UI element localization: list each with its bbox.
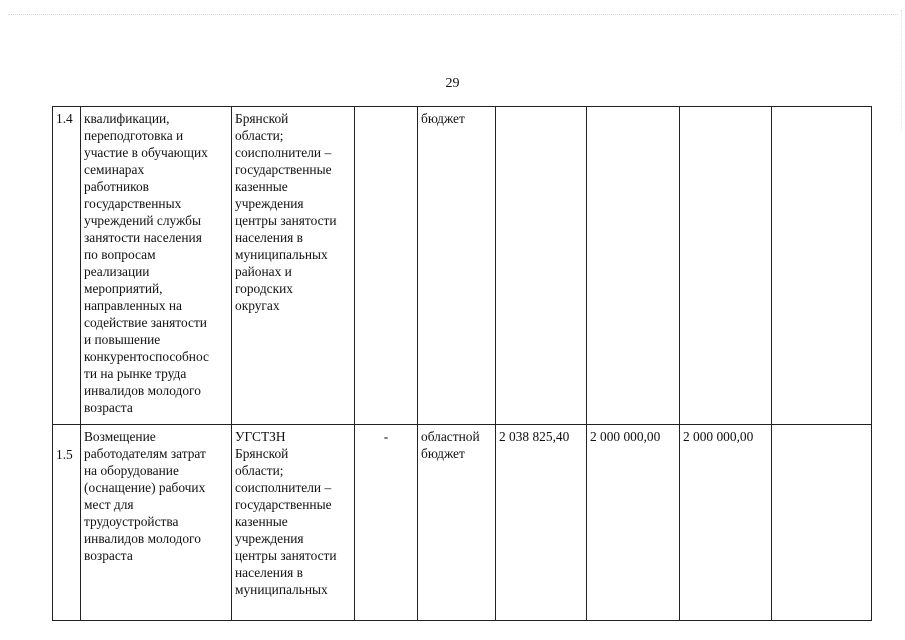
text-line: государственных — [84, 196, 182, 211]
scan-artifact-line — [8, 14, 898, 16]
text-line: учреждения — [235, 531, 304, 546]
text-line: по вопросам — [84, 247, 156, 262]
funding-source — [418, 425, 496, 621]
table-row — [53, 107, 872, 425]
text-line: и повышение — [84, 332, 161, 347]
text-line: Возмещение — [84, 429, 156, 444]
text-line: направленных на — [84, 298, 182, 313]
text-line: содействие занятости — [84, 315, 207, 330]
text-line: муниципальных — [235, 247, 328, 262]
text-line: учреждения — [235, 196, 304, 211]
indicator-cell — [772, 425, 872, 621]
text-line: учреждений службы — [84, 213, 201, 228]
text-line: областной — [421, 429, 480, 444]
amount-cell — [587, 107, 680, 425]
text-line: казенные — [235, 514, 288, 529]
scan-artifact-edge — [901, 10, 903, 130]
text-line: ти на рынке труда — [84, 366, 187, 381]
text-line: области; — [235, 128, 284, 143]
text-line: государственные — [235, 162, 332, 177]
amount-cell: 2 000 000,00 — [680, 425, 772, 621]
text-line: переподготовка и — [84, 128, 184, 143]
funding-source — [418, 107, 496, 425]
measure-name — [81, 425, 232, 621]
text-line: работников — [84, 179, 149, 194]
text-line: семинарах — [84, 162, 145, 177]
text-line: районах и — [235, 264, 292, 279]
indicator-cell — [772, 107, 872, 425]
text-line: бюджет — [421, 111, 465, 126]
text-line: возраста — [84, 548, 133, 563]
term — [355, 107, 418, 425]
page-number: 29 — [445, 76, 460, 91]
text-line: работодателям затрат — [84, 446, 206, 461]
text-line: городских — [235, 281, 293, 296]
text-line: мероприятий, — [84, 281, 163, 296]
amount-cell — [680, 107, 772, 425]
text-line: занятости населения — [84, 230, 202, 245]
text-line: муниципальных — [235, 582, 328, 597]
amount-cell: 2 000 000,00 — [587, 425, 680, 621]
table-row — [53, 425, 872, 621]
text-line: населения в — [235, 565, 303, 580]
amount-cell: 2 038 825,40 — [496, 425, 587, 621]
row-number: 1.4 — [53, 107, 81, 425]
text-line: возраста — [84, 400, 133, 415]
executor — [232, 425, 355, 621]
text-line: УГСТЗН — [235, 429, 286, 444]
text-line: области; — [235, 463, 284, 478]
text-line: инвалидов молодого — [84, 531, 201, 546]
text-line: трудоустройства — [84, 514, 179, 529]
text-line: конкурентоспособнос — [84, 349, 209, 364]
text-line: мест для — [84, 497, 134, 512]
text-line: соисполнители – — [235, 145, 332, 160]
text-line: государственные — [235, 497, 332, 512]
term: - — [355, 425, 418, 621]
text-line: населения в — [235, 230, 303, 245]
text-line: квалификации, — [84, 111, 170, 126]
program-measures-table — [52, 106, 872, 621]
text-line: участие в обучающих — [84, 145, 208, 160]
text-line: инвалидов молодого — [84, 383, 201, 398]
text-line: на оборудование — [84, 463, 179, 478]
text-line: Брянской — [235, 111, 289, 126]
executor — [232, 107, 355, 425]
text-line: округах — [235, 298, 280, 313]
amount-cell — [496, 107, 587, 425]
row-number: 1.5 — [53, 425, 81, 621]
text-line: (оснащение) рабочих — [84, 480, 206, 495]
text-line: реализации — [84, 264, 150, 279]
text-line: центры занятости — [235, 548, 337, 563]
text-line: бюджет — [421, 446, 465, 461]
text-line: соисполнители – — [235, 480, 332, 495]
measure-name — [81, 107, 232, 425]
text-line: центры занятости — [235, 213, 337, 228]
text-line: Брянской — [235, 446, 289, 461]
text-line: казенные — [235, 179, 288, 194]
